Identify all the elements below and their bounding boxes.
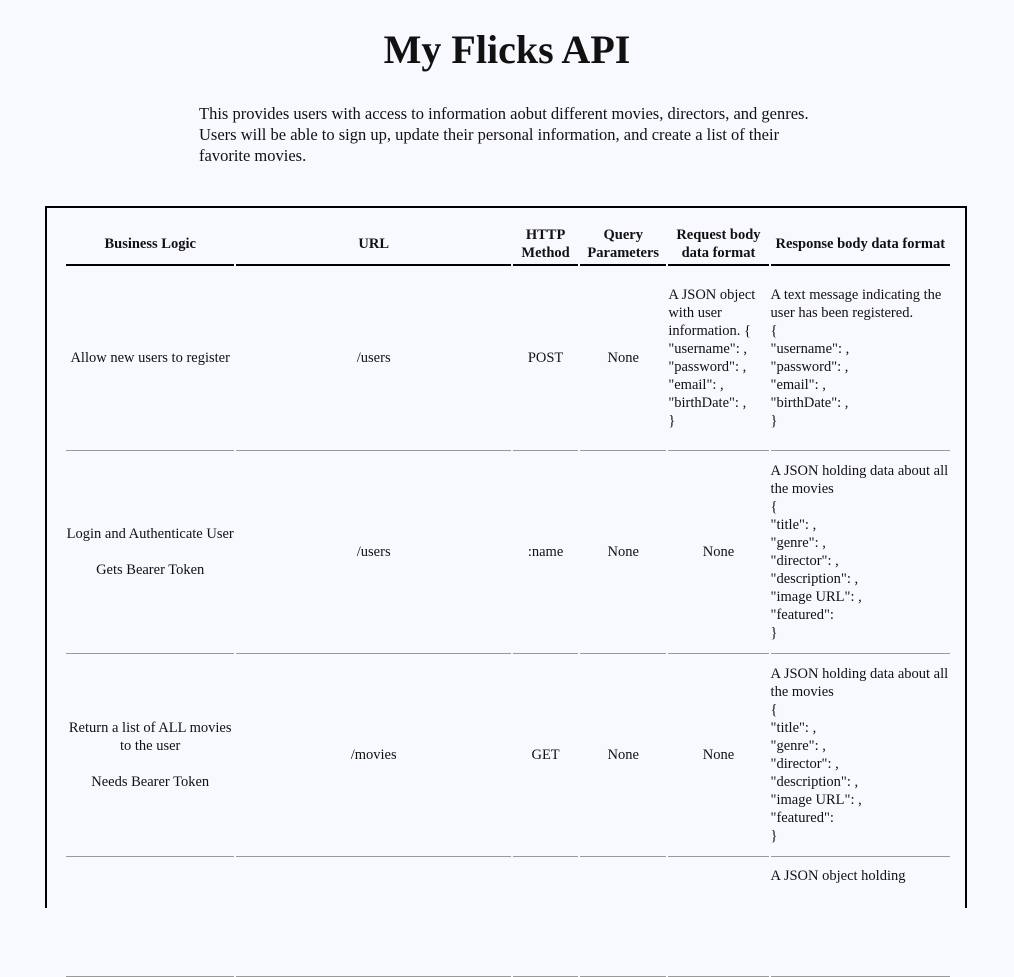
- page-title: My Flicks API: [383, 27, 631, 72]
- cell-business-logic: [66, 451, 234, 654]
- cell-query-parameters: None: [580, 451, 666, 654]
- business-logic-text: Return a list of ALL movies to the user: [68, 720, 232, 754]
- header-query-parameters: Query Parameters: [580, 224, 666, 266]
- cell-request-body: A JSON object with user information. { "username": , "password": , "email": , "birthDate": , }: [668, 266, 768, 451]
- table-row: [66, 654, 950, 857]
- cell-url: [236, 857, 511, 977]
- cell-http-method: GET: [513, 654, 578, 857]
- cell-http-method: [513, 857, 578, 977]
- header-url: URL: [236, 224, 511, 266]
- table-row: [66, 451, 950, 654]
- cell-http-method: :name: [513, 451, 578, 654]
- cell-response-body: A JSON object holding: [771, 857, 950, 977]
- cell-url: /users: [236, 266, 511, 451]
- table-row: [66, 266, 950, 451]
- api-table-frame: [45, 206, 967, 908]
- table-row: [66, 857, 950, 977]
- cell-response-body: A JSON holding data about all the movies { "title": , "genre": , "director": , "description": , "image URL": , "featured": }: [771, 654, 950, 857]
- cell-url: /movies: [236, 654, 511, 857]
- header-response-body: Response body data format: [771, 224, 950, 266]
- cell-url: /users: [236, 451, 511, 654]
- header-request-body: Request body data format: [668, 224, 768, 266]
- api-endpoints-table: [64, 224, 952, 977]
- cell-http-method: POST: [513, 266, 578, 451]
- header-business-logic: Business Logic: [66, 224, 234, 266]
- cell-query-parameters: None: [580, 266, 666, 451]
- cell-business-logic: [66, 857, 234, 977]
- cell-query-parameters: [580, 857, 666, 977]
- cell-business-logic: [66, 654, 234, 857]
- business-logic-text: Login and Authenticate User: [66, 526, 234, 542]
- business-logic-note: Gets Bearer Token: [96, 562, 205, 578]
- cell-query-parameters: None: [580, 654, 666, 857]
- table-header-row: [66, 224, 950, 266]
- cell-business-logic: Allow new users to register: [66, 266, 234, 451]
- cell-request-body: None: [668, 451, 768, 654]
- cell-response-body: A JSON holding data about all the movies { "title": , "genre": , "director": , "description": , "image URL": , "featured": }: [771, 451, 950, 654]
- business-logic-note: Needs Bearer Token: [91, 774, 210, 790]
- header-http-method: HTTP Method: [513, 224, 578, 266]
- intro-paragraph: This provides users with access to information aobut different movies, directors, and genres. Users will be able to sign up, update their personal information, and create a list of their favorite movies.: [199, 104, 809, 165]
- cell-response-body: A text message indicating the user has been registered. { "username": , "password": , "email": , "birthDate": , }: [771, 266, 950, 451]
- cell-request-body: None: [668, 654, 768, 857]
- cell-request-body: [668, 857, 768, 977]
